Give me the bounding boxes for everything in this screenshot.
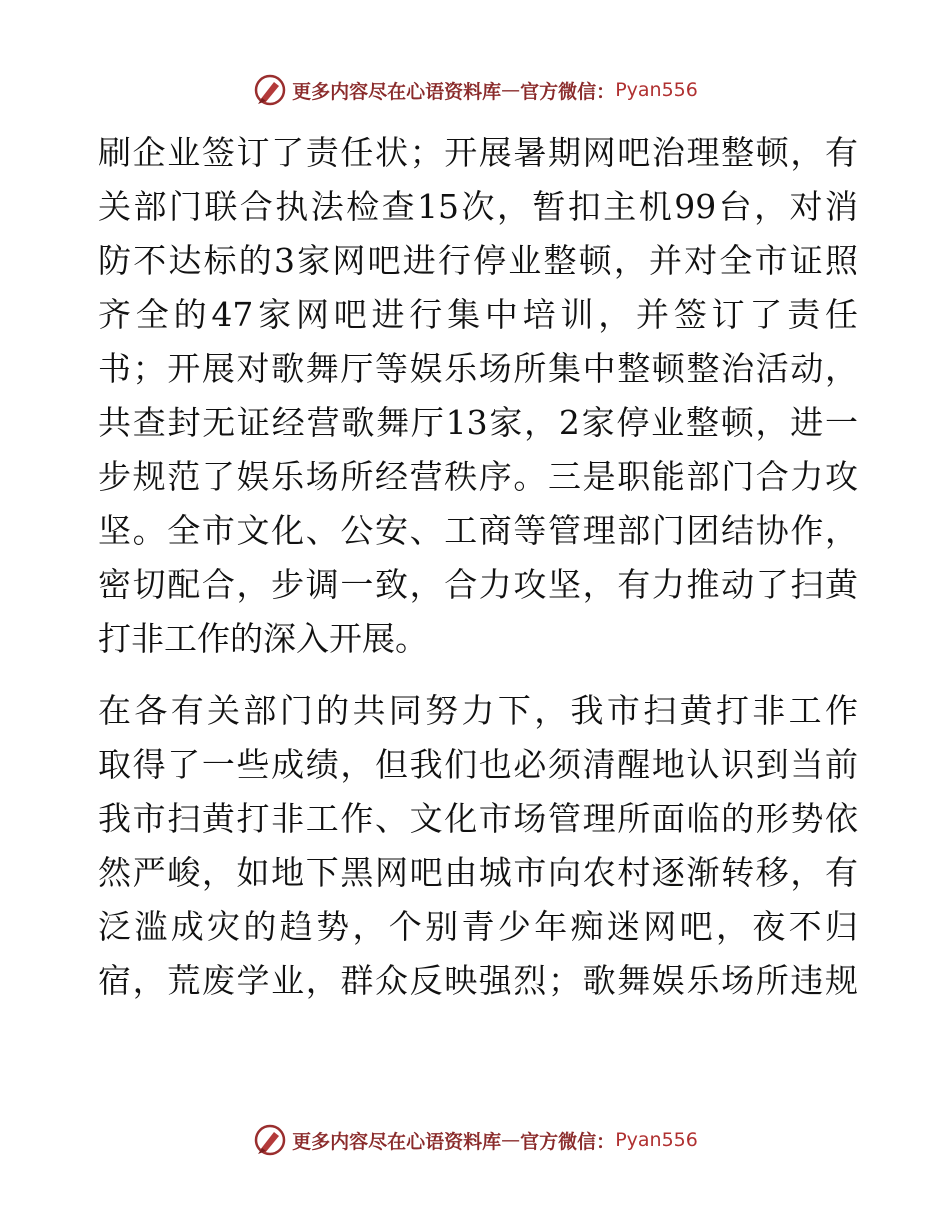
header-wechat-id: Pyan556 xyxy=(615,79,698,101)
text-line: 关部门联合执法检查15次，暂扣主机99台，对消 xyxy=(98,187,858,226)
paragraph xyxy=(98,684,858,1008)
text-line: 刷企业签订了责任状；开展暑期网吧治理整顿，有 xyxy=(98,133,858,172)
paragraph-gap xyxy=(98,666,858,684)
footer-banner xyxy=(0,1120,950,1160)
footer-dash: — xyxy=(501,1129,521,1151)
text-line: 坚。全市文化、公安、工商等管理部门团结协作， xyxy=(98,511,858,550)
text-line: 在各有关部门的共同努力下，我市扫黄打非工作 xyxy=(98,691,858,730)
header-dash: — xyxy=(501,79,521,101)
header-site-text: 更多内容尽在心语资料库 xyxy=(292,80,502,103)
text-line: 齐全的47家网吧进行集中培训，并签订了责任 xyxy=(98,295,858,334)
text-line: 防不达标的3家网吧进行停业整顿，并对全市证照 xyxy=(98,241,858,280)
pen-logo-icon xyxy=(252,1122,288,1158)
text-line: 取得了一些成绩，但我们也必须清醒地认识到当前 xyxy=(98,745,858,784)
footer-wechat-label: 官方微信： xyxy=(520,1130,616,1153)
text-line: 共查封无证经营歌舞厅13家，2家停业整顿，进一 xyxy=(98,403,858,442)
text-line: 打非工作的深入开展。 xyxy=(98,619,428,658)
text-line: 泛滥成灾的趋势，个别青少年痴迷网吧，夜不归 xyxy=(98,907,858,946)
text-line: 宿，荒废学业，群众反映强烈；歌舞娱乐场所违规 xyxy=(98,961,858,1000)
document-body xyxy=(98,126,858,1008)
text-line: 步规范了娱乐场所经营秩序。三是职能部门合力攻 xyxy=(98,457,858,496)
text-line: 我市扫黄打非工作、文化市场管理所面临的形势依 xyxy=(98,799,858,838)
text-line: 书；开展对歌舞厅等娱乐场所集中整顿整治活动， xyxy=(98,349,858,388)
text-line: 密切配合，步调一致，合力攻坚，有力推动了扫黄 xyxy=(98,565,858,604)
text-line: 然严峻，如地下黑网吧由城市向农村逐渐转移，有 xyxy=(98,853,858,892)
footer-site-text: 更多内容尽在心语资料库 xyxy=(292,1130,502,1153)
footer-wechat-id: Pyan556 xyxy=(615,1129,698,1151)
paragraph xyxy=(98,126,858,666)
header-banner xyxy=(0,70,950,110)
pen-logo-icon xyxy=(252,72,288,108)
header-wechat-label: 官方微信： xyxy=(520,80,616,103)
